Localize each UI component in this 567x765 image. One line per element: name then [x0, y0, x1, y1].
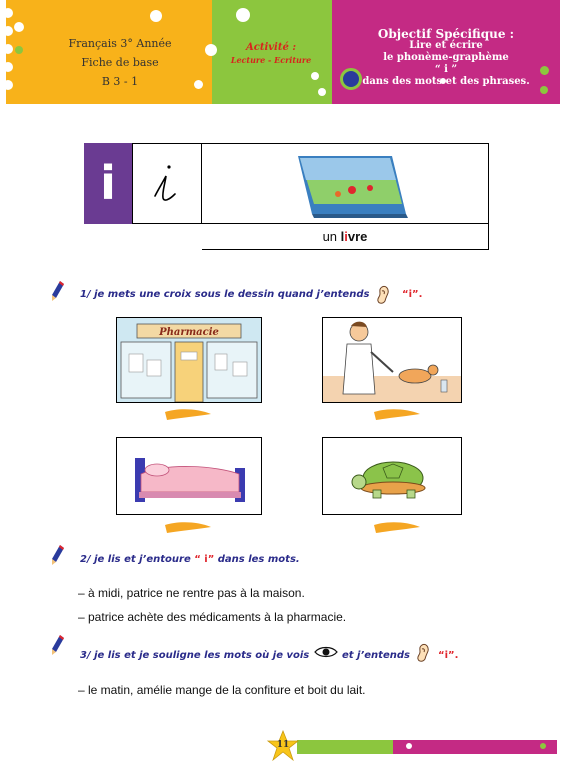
cursive-i-glyph	[133, 144, 201, 223]
answer-brush-3	[163, 519, 213, 535]
letter-table	[84, 143, 489, 250]
word-letter-i: i	[344, 229, 348, 244]
cursive-letter-cell	[132, 143, 202, 224]
word-letter-l: l	[340, 229, 345, 244]
objective-title: Objectif Spécifique :	[377, 27, 515, 41]
exercise1-instruction	[80, 289, 369, 300]
pharmacy-frame	[116, 317, 262, 403]
answer-brush-1	[163, 406, 213, 422]
veterinarian-illustration	[323, 318, 461, 402]
objective-line-2: le phonème-graphème	[383, 52, 509, 63]
ear-icon	[374, 285, 390, 305]
sheet-code: B 3 - 1	[101, 75, 139, 88]
answer-brush-4	[372, 519, 422, 535]
eye-icon	[314, 645, 338, 659]
footer-color-bar	[297, 740, 557, 754]
book-image-cell	[202, 143, 489, 224]
page-number: 11	[276, 740, 290, 750]
objective-line-1: Lire et écrire	[409, 40, 483, 51]
exercise2-sentence-2: – patrice achète des médicaments à la pharmacie.	[78, 610, 347, 624]
activity-subtitle: Lecture - Ecriture	[230, 55, 312, 65]
sheet-label: Fiche de base	[81, 56, 159, 69]
answer-brush-2	[372, 406, 422, 422]
exercise3-sentence-1: – le matin, amélie mange de la confiture et boit du lait.	[78, 683, 366, 697]
pencil-icon	[50, 634, 66, 656]
exercise3-instruction	[80, 650, 309, 661]
page-header	[0, 0, 567, 104]
objective-grapheme: “ i ”	[434, 64, 458, 75]
pencil-icon	[50, 544, 66, 566]
exercise2-instruction	[80, 554, 300, 565]
exercise2-sound: “ i”	[194, 554, 215, 565]
exercise2-sentence-1: – à midi, patrice ne rentre pas à la maison.	[78, 586, 305, 600]
activity-title: Activité :	[245, 42, 297, 53]
exercise1-text: 1/ je mets une croix sous le dessin quand j’entends	[80, 289, 370, 300]
ear-icon	[414, 643, 430, 663]
header-left-block	[40, 34, 200, 91]
exercise3-instruction-mid: et j’entends	[342, 650, 410, 661]
turtle-illustration	[323, 438, 461, 514]
bed-frame	[116, 437, 262, 515]
word-livre	[202, 224, 489, 250]
exercise2-text: 2/ je lis et j’entoure	[80, 554, 191, 565]
subject-label: Français 3° Année	[68, 37, 172, 50]
word-suffix: vre	[347, 229, 368, 244]
veterinarian-frame	[322, 317, 462, 403]
word-prefix: un	[322, 229, 341, 244]
turtle-frame	[322, 437, 462, 515]
pencil-icon	[50, 280, 66, 302]
exercise2-text-end: dans les mots.	[217, 554, 300, 565]
exercise1-sound: “i”.	[402, 289, 423, 300]
book-illustration	[202, 144, 488, 224]
objective-block	[342, 28, 550, 88]
exercise3-text: 3/ je lis et je souligne les mots où je vois	[80, 650, 310, 661]
print-letter: i	[100, 156, 116, 210]
pharmacy-sign: Pharmacie	[159, 327, 219, 338]
objective-line-3: dans des mots et des phrases.	[362, 76, 530, 87]
pharmacy-illustration	[117, 318, 261, 402]
exercise3-sound: “i”.	[438, 650, 459, 661]
bed-illustration	[117, 438, 261, 514]
